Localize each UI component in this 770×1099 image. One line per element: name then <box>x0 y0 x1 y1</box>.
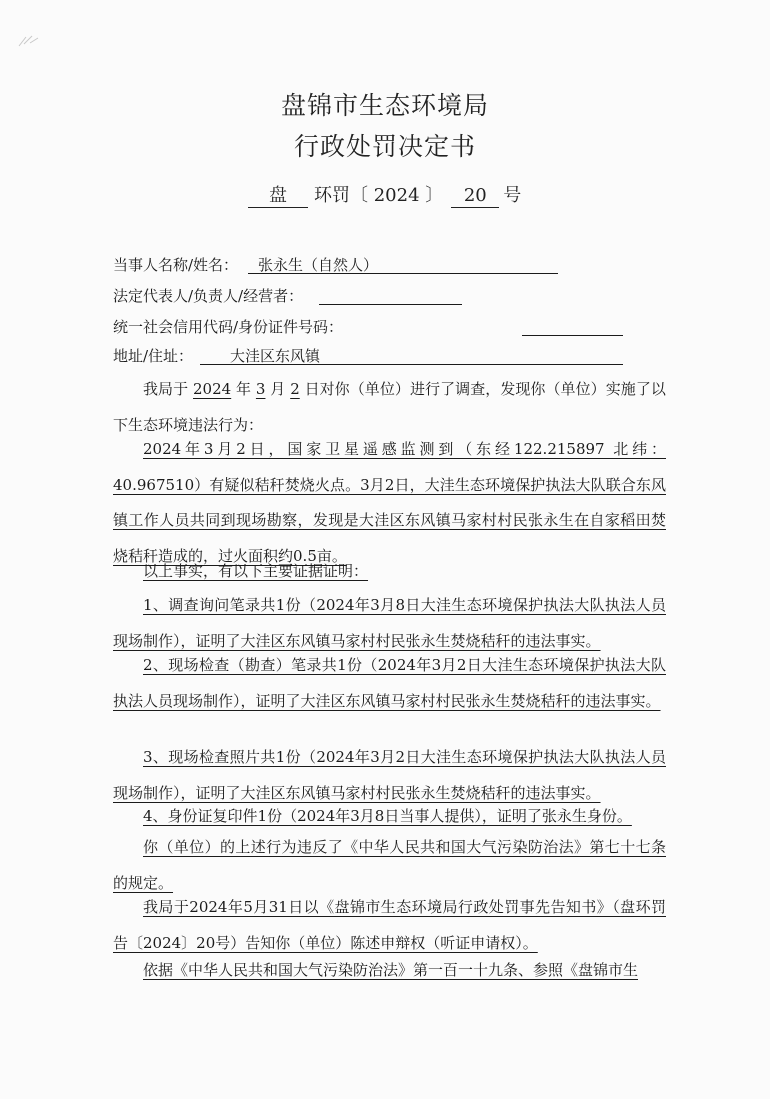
legal-rep-value <box>319 285 329 303</box>
credit-code-value <box>522 316 532 334</box>
legal-rep-label: 法定代表人/负责人/经营者： <box>113 287 304 305</box>
violated-law-paragraph: 你（单位）的上述行为违反了《中华人民共和国大气污染防治法》第七十七条的规定。 <box>113 838 666 892</box>
evidence-item-1: 1、调查询问笔录共1份（2024年3月8日大洼生态环境保护执法大队执法人员现场制作），证明了大洼区东风镇马家村村民张永生焚烧秸秆的违法事实。 <box>113 596 666 650</box>
party-name-label: 当事人名称/姓名： <box>113 256 239 274</box>
credit-code-field <box>113 316 343 337</box>
evidence-item-4: 4、身份证复印件1份（2024年3月8日当事人提供），证明了张永生身份。 <box>143 807 632 825</box>
scan-mark <box>18 34 42 48</box>
investigation-paragraph: 我局于 2024 年 3 月 2 日对你（单位）进行了调查，发现你（单位）实施了以下生态环境违法行为： <box>113 380 666 434</box>
address-field <box>113 345 321 366</box>
party-name-value: 张永生（自然人） <box>258 256 379 274</box>
investigation-year: 2024 <box>193 380 232 398</box>
violation-facts-paragraph: 2024年3月2日，国家卫星遥感监测到（东经122.215897 北纬：40.967510）有疑似秸秆焚烧火点。3月2日，大洼生态环境保护执法大队联合东风镇工作人员共同到现场勘察，发现是大洼区东风镇马家村村民张永生在自家稻田焚烧秸秆造成的，过火面积约0.5亩。 <box>113 440 666 565</box>
doc-number-suffix: 号 <box>503 185 522 206</box>
doc-number-middle: 环罚〔 2024 〕 <box>314 185 444 206</box>
doc-number-prefix: 盘 <box>248 185 308 208</box>
legal-rep-field <box>113 285 303 306</box>
prior-notice-paragraph: 我局于2024年5月31日以《盘锦市生态环境局行政处罚事先告知书》（盘环罚告〔2024〕20号）告知你（单位）陈述申辩权（听证申请权）。 <box>113 898 666 952</box>
evidence-item-3: 3、现场检查照片共1份（2024年3月2日大洼生态环境保护执法大队执法人员现场制作），证明了大洼区东风镇马家村村民张永生焚烧秸秆的违法事实。 <box>113 748 666 802</box>
investigation-day: 2 <box>290 380 300 398</box>
doc-number-value: 20 <box>451 185 499 208</box>
address-label: 地址/住址： <box>113 347 194 365</box>
evidence-item-2: 2、现场检查（勘查）笔录共1份（2024年3月2日大洼生态环境保护执法大队执法人员现场制作），证明了大洼区东风镇马家村村民张永生焚烧秸秆的违法事实。 <box>113 656 666 710</box>
document-number <box>248 181 521 208</box>
evidence-intro: 以上事实，有以下主要证据证明： <box>143 562 369 580</box>
penalty-basis-paragraph: 依据《中华人民共和国大气污染防治法》第一百一十九条、参照《盘锦市生 <box>143 961 639 979</box>
document-title-agency: 盘锦市生态环境局 <box>280 91 489 120</box>
credit-code-label: 统一社会信用代码/身份证件号码： <box>113 318 344 336</box>
address-value: 大洼区东风镇 <box>230 347 321 365</box>
document-title-type: 行政处罚决定书 <box>293 132 476 161</box>
party-name-field <box>113 254 379 275</box>
investigation-month: 3 <box>255 380 266 398</box>
